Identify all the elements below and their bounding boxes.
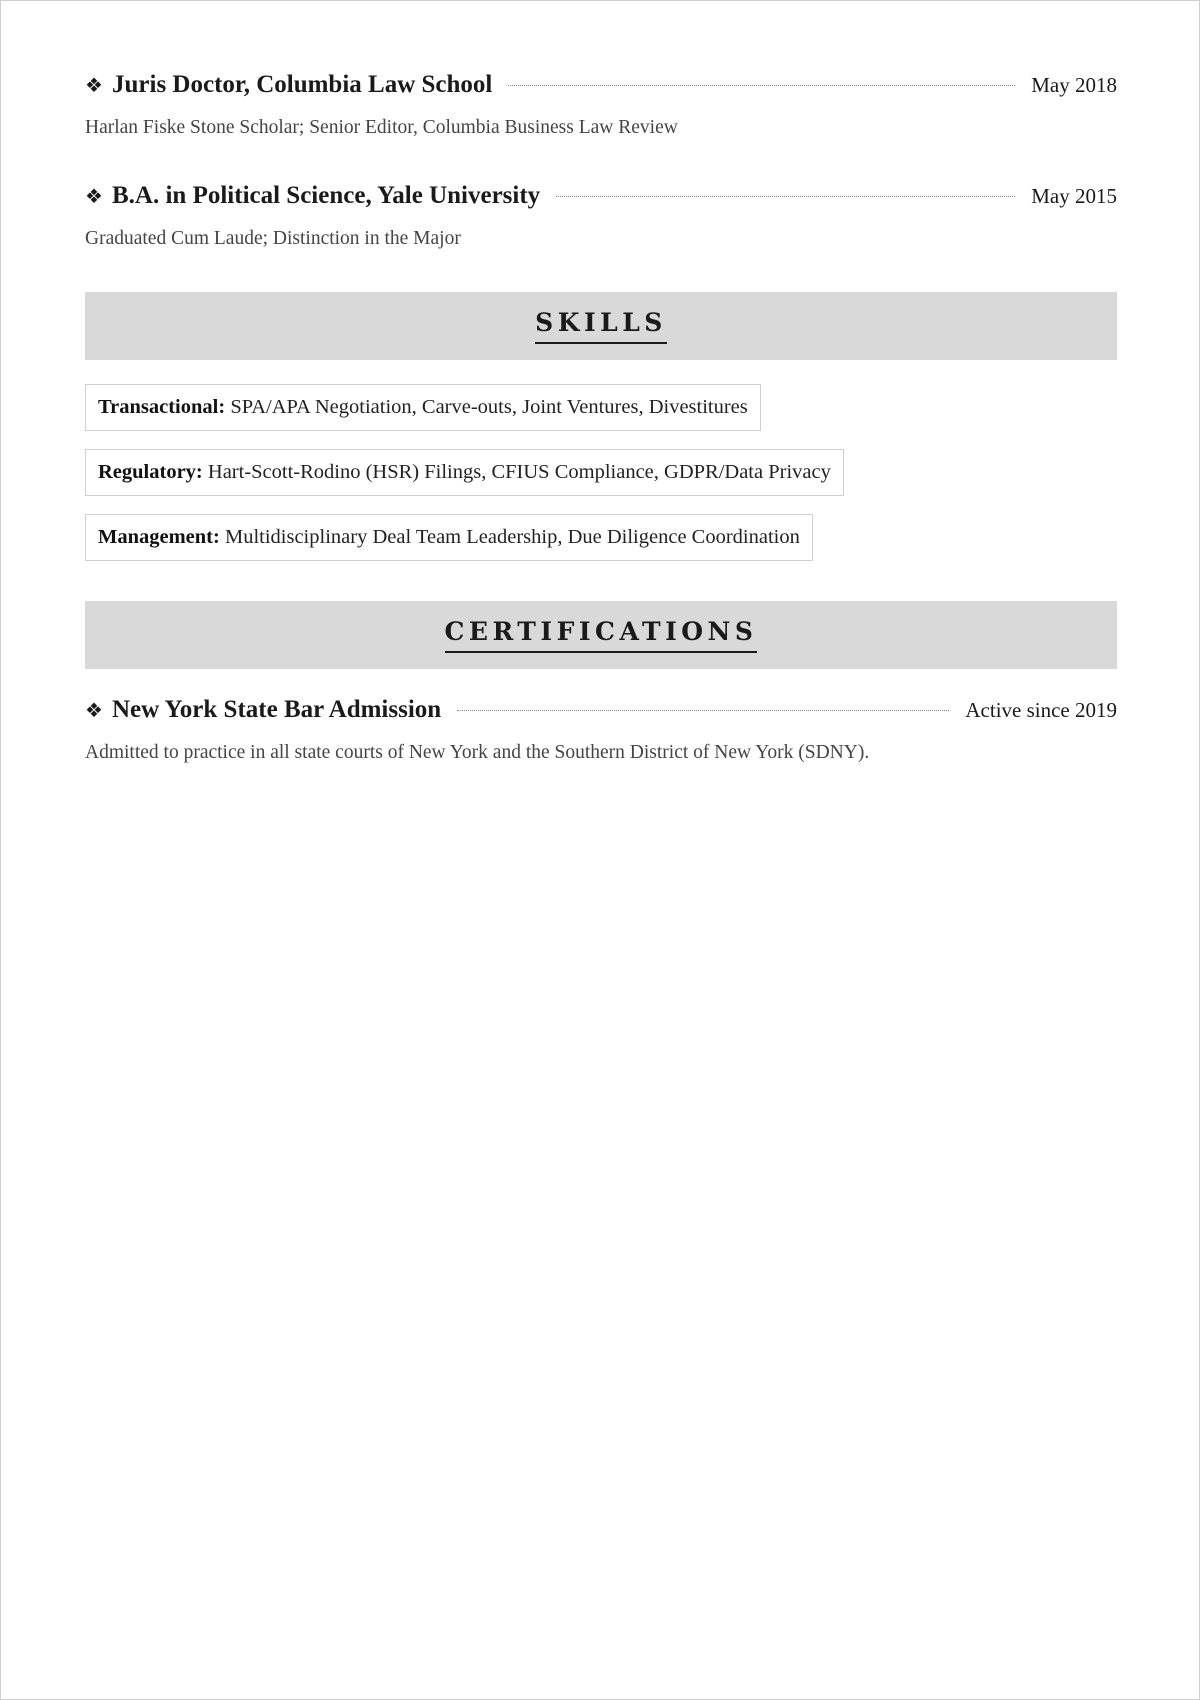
dotted-leader	[457, 710, 949, 711]
entry-header	[85, 182, 1117, 222]
skill-box-transactional	[85, 384, 761, 431]
diamond-bullet-icon: ❖	[85, 700, 103, 722]
skill-label: Management:	[98, 526, 220, 548]
skill-label: Transactional:	[98, 396, 226, 418]
skill-row	[85, 384, 1117, 431]
entry-title: B.A. in Political Science, Yale University	[112, 182, 541, 209]
entry-date: May 2018	[1031, 73, 1117, 97]
entry-title: Juris Doctor, Columbia Law School	[112, 71, 493, 98]
skill-text: Multidisciplinary Deal Team Leadership, Due Diligence Coordination	[224, 526, 800, 548]
entry-description: Admitted to practice in all state courts of New York and the Southern District of New York (SDNY).	[85, 742, 870, 763]
section-title: CERTIFICATIONS	[445, 617, 758, 653]
certifications-section-header	[85, 601, 1117, 669]
skill-row	[85, 449, 1117, 496]
dotted-leader	[508, 85, 1015, 86]
entry-title: New York State Bar Admission	[112, 696, 442, 723]
education-entry-ba	[85, 182, 1117, 252]
skill-row	[85, 514, 1117, 561]
entry-header	[85, 696, 1117, 736]
skill-label: Regulatory:	[98, 461, 203, 483]
entry-date: Active since 2019	[965, 698, 1117, 722]
entry-date: May 2015	[1031, 184, 1117, 208]
entry-description: Harlan Fiske Stone Scholar; Senior Editor, Columbia Business Law Review	[85, 117, 678, 138]
resume-content	[85, 71, 1117, 766]
certification-entry	[85, 696, 1117, 766]
skills-section-header	[85, 292, 1117, 360]
dotted-leader	[556, 196, 1015, 197]
diamond-bullet-icon: ❖	[85, 75, 103, 97]
entry-description: Graduated Cum Laude; Distinction in the Major	[85, 228, 461, 249]
education-entry-jd	[85, 71, 1117, 141]
skill-box-regulatory	[85, 449, 844, 496]
entry-header	[85, 71, 1117, 111]
section-title: SKILLS	[535, 308, 667, 344]
skill-box-management	[85, 514, 813, 561]
skill-text: Hart-Scott-Rodino (HSR) Filings, CFIUS Compliance, GDPR/Data Privacy	[207, 461, 831, 483]
diamond-bullet-icon: ❖	[85, 186, 103, 208]
skill-text: SPA/APA Negotiation, Carve-outs, Joint Ventures, Divestitures	[230, 396, 748, 418]
